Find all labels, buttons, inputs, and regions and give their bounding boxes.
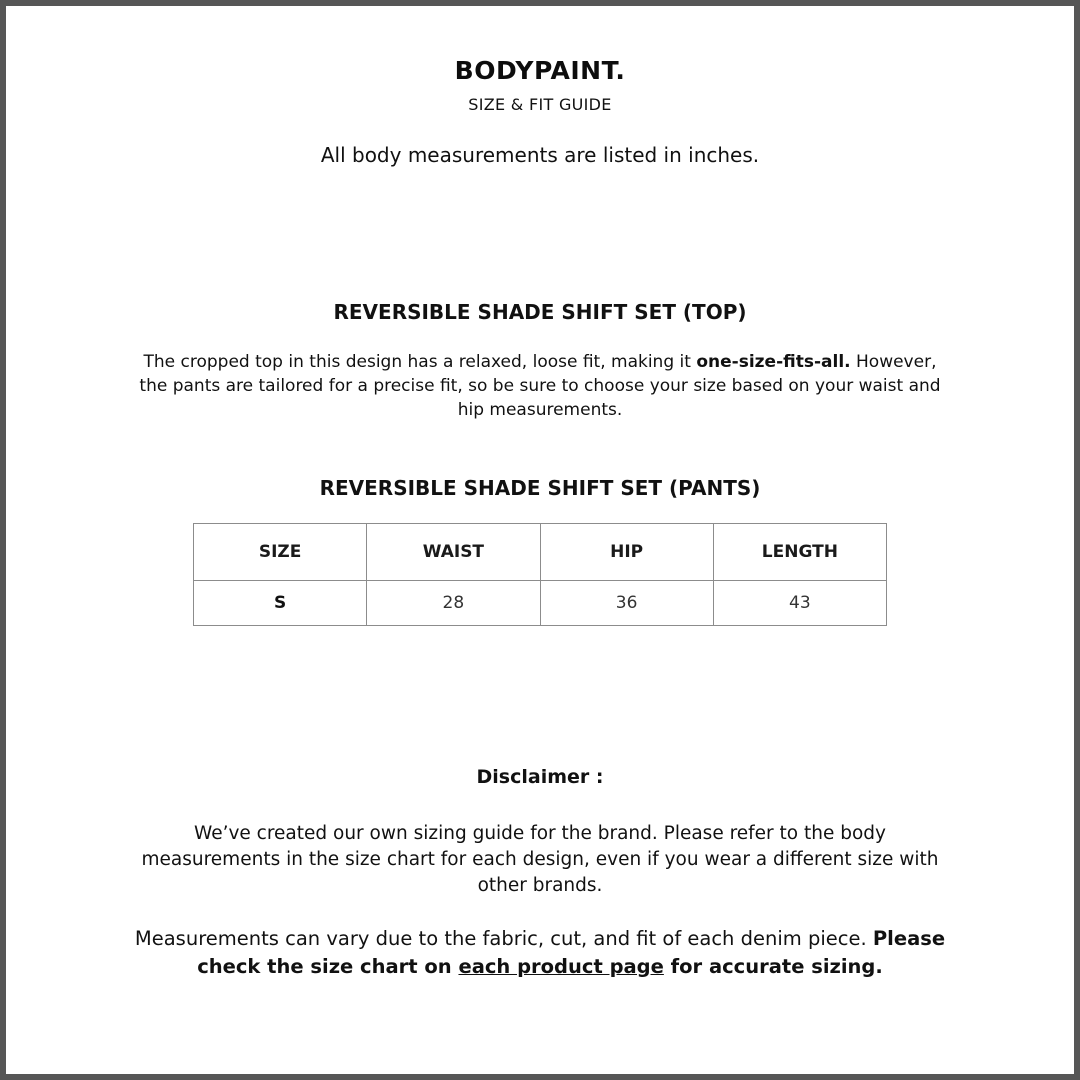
top-desc-text: The cropped top in this design has a relaxed, loose fit, making it [143, 352, 697, 372]
pants-section-title: REVERSIBLE SHADE SHIFT SET (PANTS) [319, 476, 761, 500]
top-section-title: REVERSIBLE SHADE SHIFT SET (TOP) [333, 300, 747, 324]
top-description [136, 350, 944, 422]
table-header-row [194, 524, 887, 581]
cell-waist: 28 [367, 581, 540, 626]
disclaimer-title: Disclaimer : [476, 766, 604, 788]
size-chart-callout-end: for accurate sizing. [663, 955, 883, 978]
cell-hip: 36 [540, 581, 713, 626]
header-hip: HIP [540, 524, 713, 581]
measurements-note [126, 925, 954, 981]
measurements-note-text: Measurements can vary due to the fabric, cut, and fit of each denim piece. [134, 927, 873, 950]
size-chart-table [193, 523, 887, 626]
page-subtitle: SIZE & FIT GUIDE [468, 95, 612, 114]
disclaimer-paragraph: We’ve created our own sizing guide for the brand. Please refer to the body measurements in the size chart for each design, even if you wear a different size with other brands. [141, 823, 939, 896]
brand-title: BODYPAINT. [454, 56, 626, 85]
one-size-highlight: one-size-fits-all. [696, 352, 851, 372]
table-row [194, 581, 887, 626]
header-waist: WAIST [367, 524, 540, 581]
header-length: LENGTH [713, 524, 886, 581]
product-page-link[interactable]: each product page [458, 955, 664, 978]
size-chart-callout: Please check the size chart on [197, 927, 946, 978]
header-size: SIZE [194, 524, 367, 581]
cell-length: 43 [713, 581, 886, 626]
cell-size: S [194, 581, 367, 626]
top-desc-text-cont: However, the pants are tailored for a precise fit, so be sure to choose your size based on your waist and hip measurements. [139, 352, 941, 420]
units-note: All body measurements are listed in inches. [320, 143, 760, 167]
